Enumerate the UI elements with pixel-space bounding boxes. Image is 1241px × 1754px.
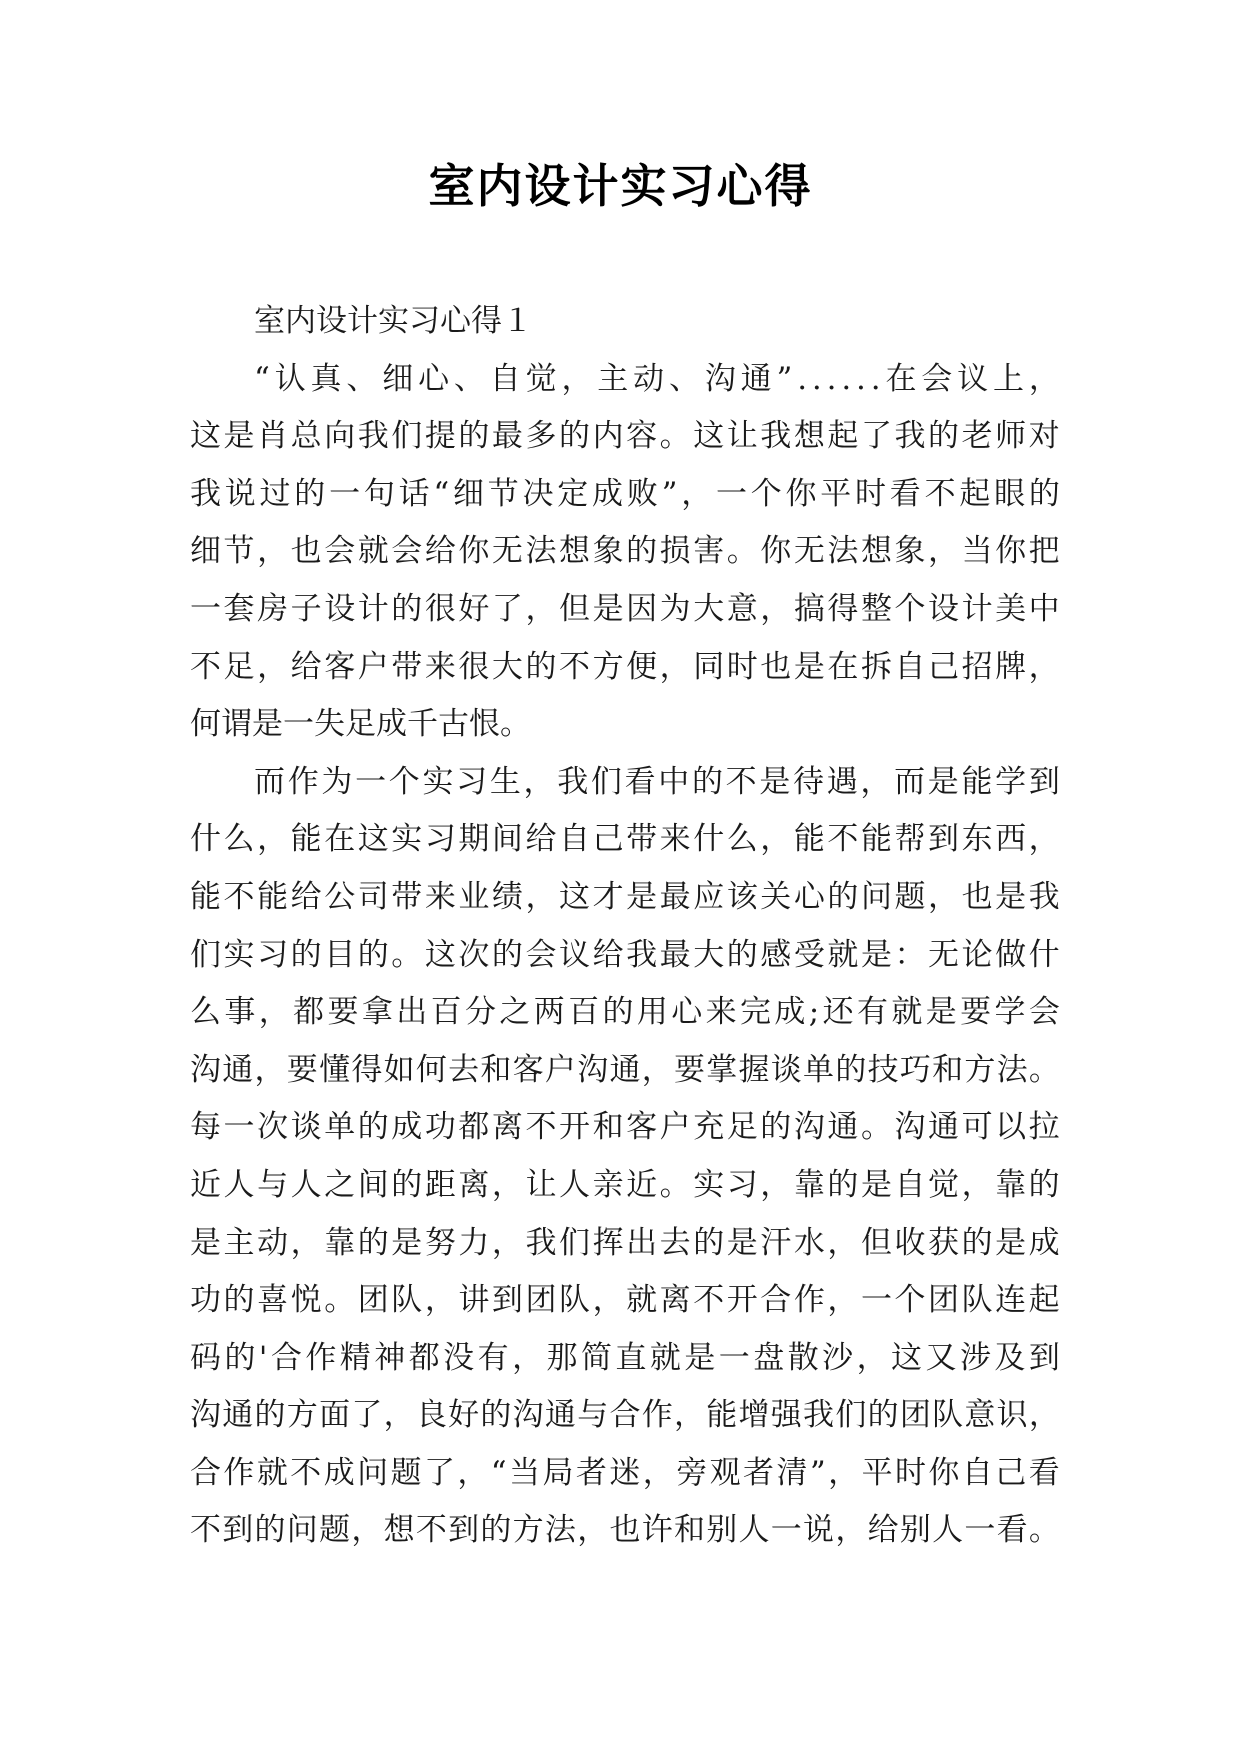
- text-line: 我 说 过 的 一 句 话 “ 细 节 决 定 成 败 ” ， 一 个 你 平 时 看 不 起 眼 的: [190, 475, 1060, 512]
- text-line: 合 作 就 不 成 问 题 了 ， “ 当 局 者 迷 ， 旁 观 者 清 ” ， 平 时 你 自 己 看: [190, 1454, 1060, 1491]
- document-title: 室内设计实习心得: [428, 159, 813, 213]
- text-line: 是 主 动 ， 靠 的 是 努 力 ， 我 们 挥 出 去 的 是 汗 水 ， 但 收 获 的 是 成: [190, 1224, 1060, 1261]
- text-line: 不 到 的 问 题 ， 想 不 到 的 方 法 ， 也 许 和 别 人 一 说 ， 给 别 人 一 看 。: [190, 1512, 1060, 1549]
- text-line: 近 人 与 人 之 间 的 距 离 ， 让 人 亲 近 。 实 习 ， 靠 的 是 自 觉 ， 靠 的: [190, 1166, 1060, 1203]
- text-line: 而 作 为 一 个 实 习 生 ， 我 们 看 中 的 不 是 待 遇 ， 而 是 能 学 到: [254, 763, 1060, 800]
- text-line: 沟 通 的 方 面 了 ， 良 好 的 沟 通 与 合 作 ， 能 增 强 我 们 的 团 队 意 识 ，: [190, 1397, 1060, 1434]
- text-line: 沟 通 ， 要 懂 得 如 何 去 和 客 户 沟 通 ， 要 掌 握 谈 单 的 技 巧 和 方 法 。: [190, 1051, 1060, 1088]
- text-line: 们 实 习 的 目 的 。 这 次 的 会 议 给 我 最 大 的 感 受 就 是 ： 无 论 做 什: [190, 936, 1060, 973]
- text-line: 么 事 ， 都 要 拿 出 百 分 之 两 百 的 用 心 来 完 成 ; 还 有 就 是 要 学 会: [190, 994, 1060, 1031]
- text-line: 这 是 肖 总 向 我 们 提 的 最 多 的 内 容 。 这 让 我 想 起 了 我 的 老 师 对: [190, 418, 1060, 455]
- text-line: 什 么 ， 能 在 这 实 习 期 间 给 自 己 带 来 什 么 ， 能 不 能 帮 到 东 西 ，: [190, 821, 1060, 858]
- text-line: 何谓是一失足成千古恨。: [190, 706, 531, 743]
- text-line: 一 套 房 子 设 计 的 很 好 了 ， 但 是 因 为 大 意 ， 搞 得 整 个 设 计 美 中: [190, 590, 1060, 627]
- text-line: 能 不 能 给 公 司 带 来 业 绩 ， 这 才 是 最 应 该 关 心 的 问 题 ， 也 是 我: [190, 878, 1060, 915]
- document-body: [190, 293, 1060, 1560]
- text-line: 每 一 次 谈 单 的 成 功 都 离 不 开 和 客 户 充 足 的 沟 通 。 沟 通 可 以 拉: [190, 1109, 1060, 1146]
- text-line: “ 认 真 、 细 心 、 自 觉 ， 主 动 、 沟 通 ” . . . . . . 在 会 议 上 ，: [254, 360, 1060, 397]
- section-heading: 室内设计实习心得１: [254, 303, 533, 339]
- text-line: 不 足 ， 给 客 户 带 来 很 大 的 不 方 便 ， 同 时 也 是 在 拆 自 己 招 牌 ，: [190, 648, 1060, 685]
- text-line: 细 节 ， 也 会 就 会 给 你 无 法 想 象 的 损 害 。 你 无 法 想 象 ， 当 你 把: [190, 533, 1060, 570]
- text-line: 功 的 喜 悦 。 团 队 ， 讲 到 团 队 ， 就 离 不 开 合 作 ， 一 个 团 队 连 起: [190, 1282, 1060, 1319]
- text-line: 码 的 ' 合 作 精 神 都 没 有 ， 那 简 直 就 是 一 盘 散 沙 ， 这 又 涉 及 到: [190, 1339, 1060, 1376]
